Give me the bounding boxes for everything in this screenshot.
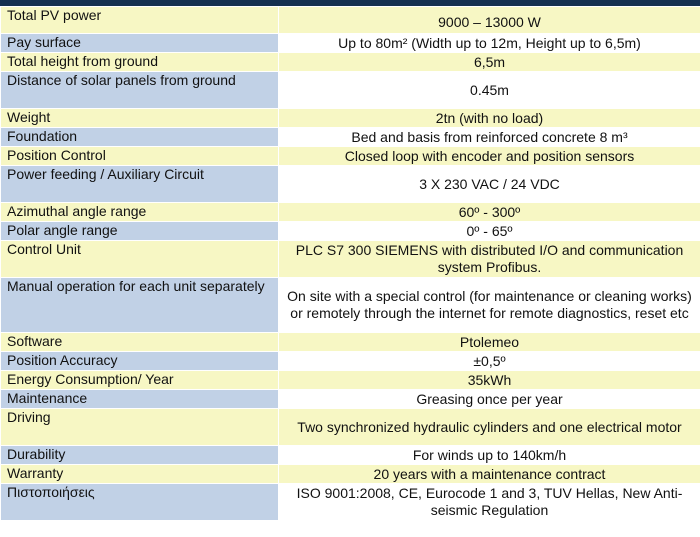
table-row: [1, 241, 700, 278]
spec-value: Ptolemeo: [279, 333, 700, 352]
spec-label: Pay surface: [1, 34, 279, 53]
spec-label: Total PV power: [1, 7, 279, 34]
spec-label: Warranty: [1, 465, 279, 484]
spec-value: For winds up to 140km/h: [279, 446, 700, 465]
spec-label: Azimuthal angle range: [1, 203, 279, 222]
table-row: [1, 147, 700, 166]
spec-value: Closed loop with encoder and position sensors: [279, 147, 700, 166]
spec-label: Power feeding / Auxiliary Circuit: [1, 166, 279, 203]
spec-label: Weight: [1, 109, 279, 128]
spec-value: 2tn (with no load): [279, 109, 700, 128]
table-row: [1, 371, 700, 390]
spec-value: 35kWh: [279, 371, 700, 390]
spec-value: 6,5m: [279, 53, 700, 72]
table-row: [1, 222, 700, 241]
spec-label: Manual operation for each unit separately: [1, 278, 279, 333]
spec-label: Maintenance: [1, 390, 279, 409]
table-row: [1, 465, 700, 484]
table-row: [1, 53, 700, 72]
spec-value: 0.45m: [279, 72, 700, 109]
table-row: [1, 278, 700, 333]
spec-label: Driving: [1, 409, 279, 446]
spec-label: Polar angle range: [1, 222, 279, 241]
spec-value: ±0,5º: [279, 352, 700, 371]
spec-value: 0º - 65º: [279, 222, 700, 241]
spec-value: On site with a special control (for maintenance or cleaning works) or remotely through the internet for remote diagnostics, reset etc: [279, 278, 700, 333]
table-row: [1, 390, 700, 409]
spec-label: Energy Consumption/ Year: [1, 371, 279, 390]
table-row: [1, 7, 700, 34]
spec-value: 9000 – 13000 W: [279, 7, 700, 34]
spec-value: PLC S7 300 SIEMENS with distributed I/O and communication system Profibus.: [279, 241, 700, 278]
table-row: [1, 109, 700, 128]
table-row: [1, 34, 700, 53]
spec-label: Control Unit: [1, 241, 279, 278]
spec-label: Position Control: [1, 147, 279, 166]
spec-label: Total height from ground: [1, 53, 279, 72]
spec-label: Foundation: [1, 128, 279, 147]
table-row: [1, 128, 700, 147]
table-row: [1, 484, 700, 521]
table-row: [1, 409, 700, 446]
spec-value: Two synchronized hydraulic cylinders and one electrical motor: [279, 409, 700, 446]
table-row: [1, 446, 700, 465]
spec-label: Position Accuracy: [1, 352, 279, 371]
spec-value: ISO 9001:2008, CE, Eurocode 1 and 3, TUV Hellas, New Anti-seismic Regulation: [279, 484, 700, 521]
specifications-table: [0, 6, 700, 521]
table-row: [1, 166, 700, 203]
spec-label: Πιστοποιήσεις: [1, 484, 279, 521]
table-row: [1, 352, 700, 371]
spec-label: Software: [1, 333, 279, 352]
spec-value: 60º - 300º: [279, 203, 700, 222]
spec-value: 20 years with a maintenance contract: [279, 465, 700, 484]
table-row: [1, 72, 700, 109]
table-row: [1, 203, 700, 222]
spec-value: 3 X 230 VAC / 24 VDC: [279, 166, 700, 203]
spec-label: Distance of solar panels from ground: [1, 72, 279, 109]
spec-value: Bed and basis from reinforced concrete 8 m³: [279, 128, 700, 147]
table-row: [1, 333, 700, 352]
spec-value: Greasing once per year: [279, 390, 700, 409]
spec-value: Up to 80m² (Width up to 12m, Height up to 6,5m): [279, 34, 700, 53]
spec-label: Durability: [1, 446, 279, 465]
